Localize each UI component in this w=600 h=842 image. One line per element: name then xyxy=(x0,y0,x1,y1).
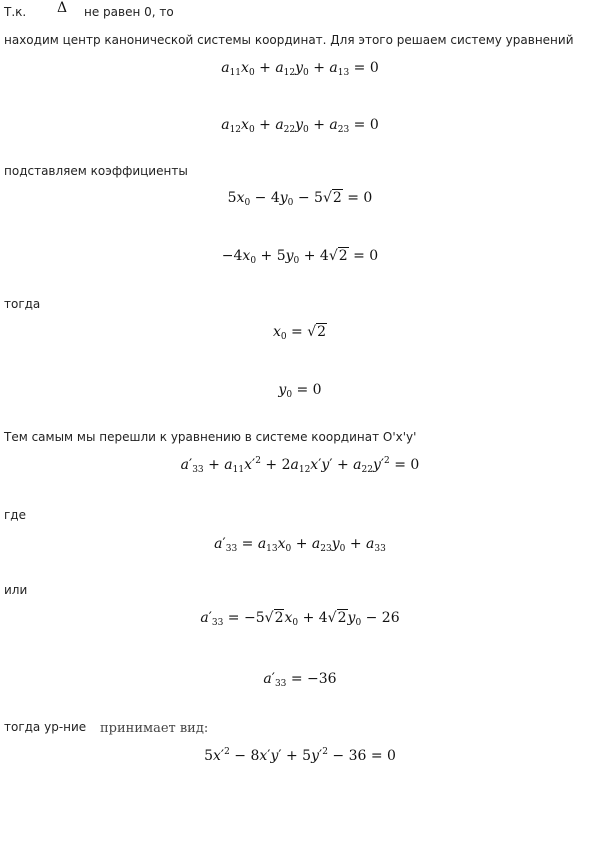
equation-8: $a'_{33} = a_{13}x_0 + a_{23}y_0 + a_{33}$ xyxy=(214,536,386,554)
text-then: тогда xyxy=(4,297,41,311)
equation-10: $a'_{33} = -36$ xyxy=(263,671,337,689)
equation-1: $a_{11}x_0 + a_{12}y_0 + a_{13} = 0$ xyxy=(221,60,379,78)
equation-6: $y_0 = 0$ xyxy=(278,382,322,400)
equation-5: $x_0 = √2$ xyxy=(272,324,327,342)
equation-3: $5x_0 - 4y_0 - 5√2 = 0$ xyxy=(227,190,373,208)
text-where: где xyxy=(4,508,26,522)
equation-4: $-4x_0 + 5y_0 + 4√2 = 0$ xyxy=(221,248,379,266)
delta-symbol: Δ xyxy=(57,0,68,16)
text-final-a: тогда ур-ние xyxy=(4,720,87,734)
text-transition: Тем самым мы перешли к уравнению в системе координат O'x'y' xyxy=(4,430,417,444)
equation-7: $a'_{33} + a_{11}x'^2 + 2a_{12}x'y' + a_{22}y'^2 = 0$ xyxy=(180,456,420,475)
equation-9: $a'_{33} = -5√2x_0 + 4√2y_0 - 26$ xyxy=(200,610,400,628)
line1-suffix: не равен 0, то xyxy=(84,5,174,19)
text-center: находим центр канонической системы координат. Для этого решаем систему уравнений xyxy=(4,33,574,47)
line1-prefix: Т.к. xyxy=(4,5,27,19)
text-coeffs: подставляем коэффициенты xyxy=(4,164,188,178)
text-or: или xyxy=(4,583,28,597)
equation-11: $5x'^2 - 8x'y' + 5y'^2 - 36 = 0$ xyxy=(204,747,396,764)
equation-2: $a_{12}x_0 + a_{22}y_0 + a_{23} = 0$ xyxy=(221,117,379,135)
text-final-b: принимает вид: xyxy=(100,721,209,736)
